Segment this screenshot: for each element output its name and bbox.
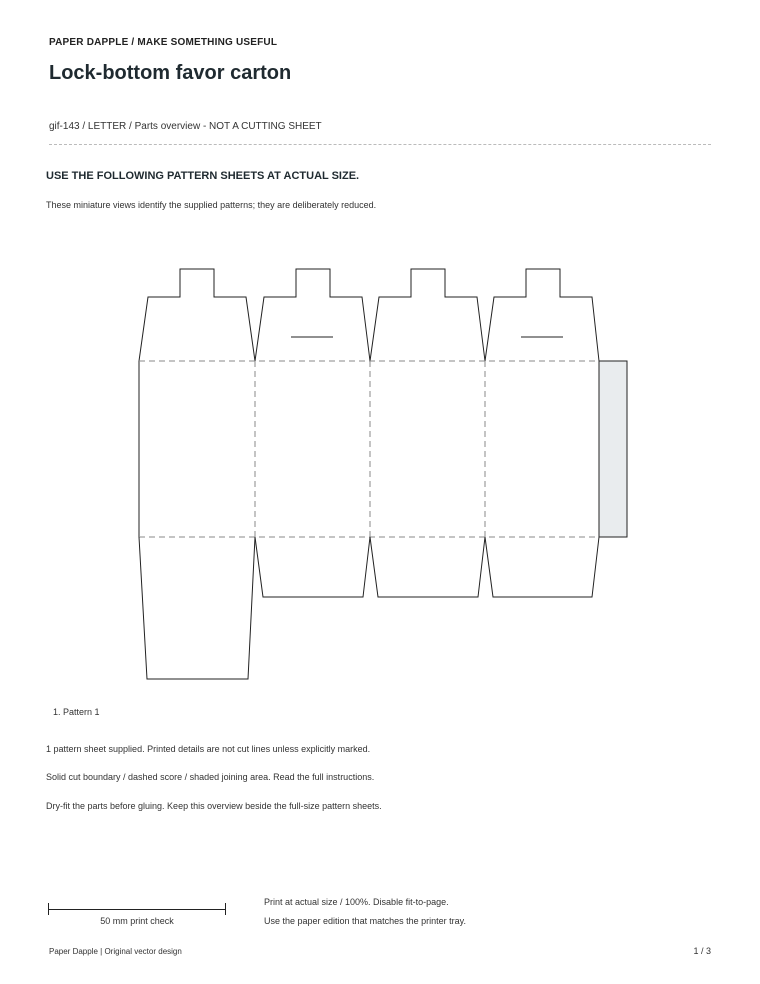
top-flap-1	[139, 269, 255, 361]
pattern-caption: 1. Pattern 1	[53, 707, 100, 717]
section-heading: USE THE FOLLOWING PATTERN SHEETS AT ACTUAL SIZE.	[46, 170, 360, 182]
bottom-flap-2	[255, 537, 370, 597]
scale-bar-line	[48, 909, 226, 910]
note-legend: Solid cut boundary / dashed score / shaded joining area. Read the full instructions.	[46, 772, 375, 782]
intro-text: These miniature views identify the supplied patterns; they are deliberately reduced.	[46, 200, 377, 210]
bottom-flap-3	[370, 537, 485, 597]
note-sheets: 1 pattern sheet supplied. Printed details are not cut lines unless explicitly marked.	[46, 744, 371, 754]
page-title: Lock-bottom favor carton	[49, 62, 292, 84]
note-dry-fit: Dry-fit the parts before gluing. Keep this overview beside the full-size pattern sheets.	[46, 801, 382, 811]
print-note-paper: Use the paper edition that matches the printer tray.	[264, 916, 466, 926]
glue-flap	[599, 361, 627, 537]
top-flap-4	[485, 269, 599, 361]
bottom-flap-4	[485, 537, 599, 597]
scale-bar	[48, 903, 226, 915]
brand-line: PAPER DAPPLE / MAKE SOMETHING USEFUL	[49, 37, 278, 48]
top-flap-3	[370, 269, 485, 361]
scale-bar-right-tick	[225, 903, 226, 915]
print-note-size: Print at actual size / 100%. Disable fit-to-page.	[264, 897, 449, 907]
page-number: 1 / 3	[693, 946, 711, 956]
bottom-flap-1	[139, 537, 255, 679]
footer-credit: Paper Dapple | Original vector design	[49, 947, 182, 956]
scale-bar-label: 50 mm print check	[100, 916, 174, 926]
document-meta: gif-143 / LETTER / Parts overview - NOT A CUTTING SHEET	[49, 121, 322, 132]
top-flap-2	[255, 269, 370, 361]
